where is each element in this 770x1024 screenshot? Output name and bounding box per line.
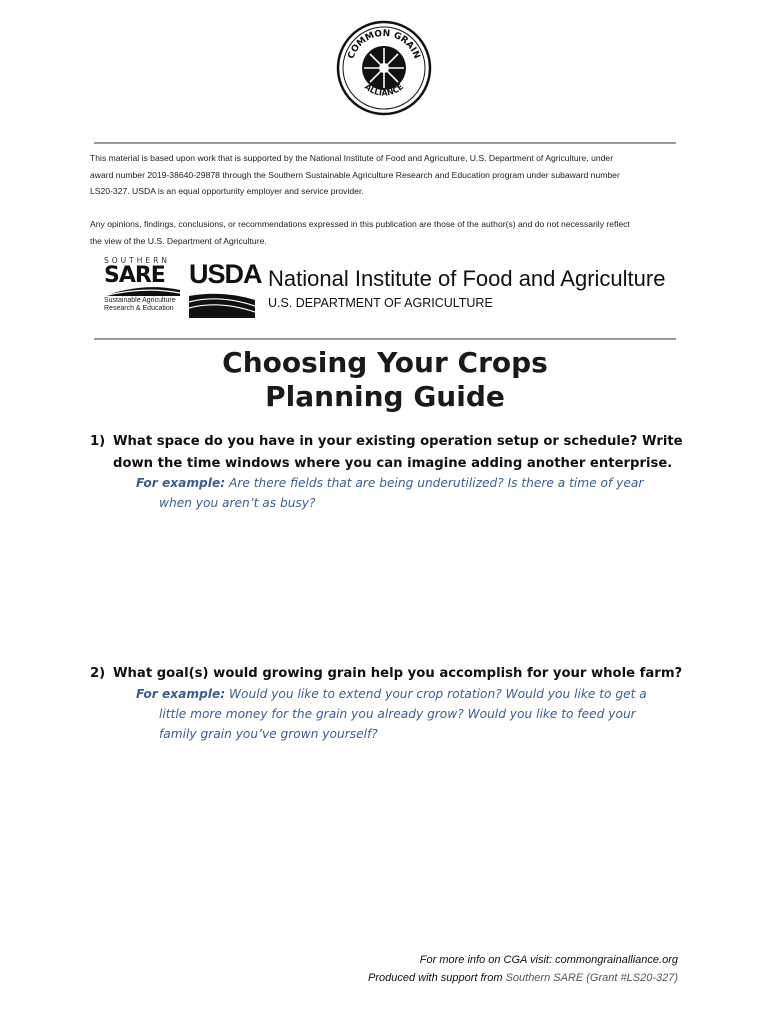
title-line: Planning Guide [265, 380, 505, 413]
disclaimer-line: This material is based upon work that is supported by the National Institute of Food and Agriculture, U.S. Department of Agriculture, under [90, 153, 614, 163]
example-text: Would you like to extend your crop rotation? Would you like to get a [225, 687, 647, 701]
example-text: family grain you’ve grown yourself? [159, 727, 378, 741]
question-text-line: What goal(s) would growing grain help you accomplish for your whole farm? [113, 666, 683, 681]
disclaimer-line: Any opinions, findings, conclusions, or recommendations expressed in this publication are those of the author(s) and do not necessarily reflect [90, 219, 630, 229]
disclaimer-line: LS20-327. USDA is an equal opportunity employer and service provider. [90, 186, 364, 196]
example-text: little more money for the grain you already grow? Would you like to feed your [159, 707, 636, 721]
usda-logo [189, 259, 262, 318]
nifa-subtitle: U.S. DEPARTMENT OF AGRICULTURE [268, 296, 493, 310]
example-lead: For example: [136, 687, 226, 701]
sare-swoosh-icon [104, 278, 180, 296]
question-text-line: What space do you have in your existing operation setup or schedule? Write [113, 434, 683, 449]
middle-divider [94, 338, 676, 340]
logo-bottom-text: ALLIANCE [362, 82, 406, 98]
example-lead: For example: [136, 476, 226, 490]
footer-credit-lead: Produced with support from [367, 972, 506, 984]
footer-credit-grant: Southern SARE (Grant #LS20-327) [505, 972, 678, 984]
footer-info: For more info on CGA visit: commongrainalliance.org [419, 954, 678, 966]
footer [258, 951, 678, 987]
funding-disclaimer [90, 150, 690, 200]
disclaimer-line: the view of the U.S. Department of Agriculture. [90, 235, 267, 246]
southern-sare-logo [104, 256, 184, 328]
top-divider [94, 142, 676, 144]
example-text: Are there fields that are being underutilized? Is there a time of year [225, 476, 644, 490]
nifa-title: National Institute of Food and Agriculture [268, 266, 666, 291]
common-grain-alliance-logo [334, 18, 434, 118]
sare-subtitle-line: Research & Education [104, 304, 174, 312]
sare-region: SOUTHERN [104, 256, 170, 265]
logo-top-text: COMMON GRAIN [346, 28, 422, 61]
question-1 [90, 431, 690, 475]
views-disclaimer [90, 216, 690, 249]
question-number: 2) [90, 666, 106, 681]
question-1-example [136, 473, 676, 513]
title-line: Choosing Your Crops [222, 346, 548, 379]
example-text: when you aren’t as busy? [159, 496, 316, 510]
sare-wordmark: SARE [104, 263, 165, 288]
sare-subtitle-line: Sustainable Agriculture [104, 297, 176, 304]
sare-subtitle [104, 297, 184, 312]
disclaimer-line: award number 2019-38640-29878 through the Southern Sustainable Agriculture Research and Education program under subaward number [90, 169, 620, 180]
question-number: 1) [90, 434, 106, 449]
question-2-example [136, 684, 676, 744]
usda-hills-icon [189, 290, 255, 318]
usda-wordmark: USDA [189, 259, 262, 289]
page-title [0, 346, 770, 414]
question-2 [90, 663, 690, 685]
footer-credit [258, 969, 678, 987]
question-text-line: down the time windows where you can imagine adding another enterprise. [113, 456, 673, 471]
